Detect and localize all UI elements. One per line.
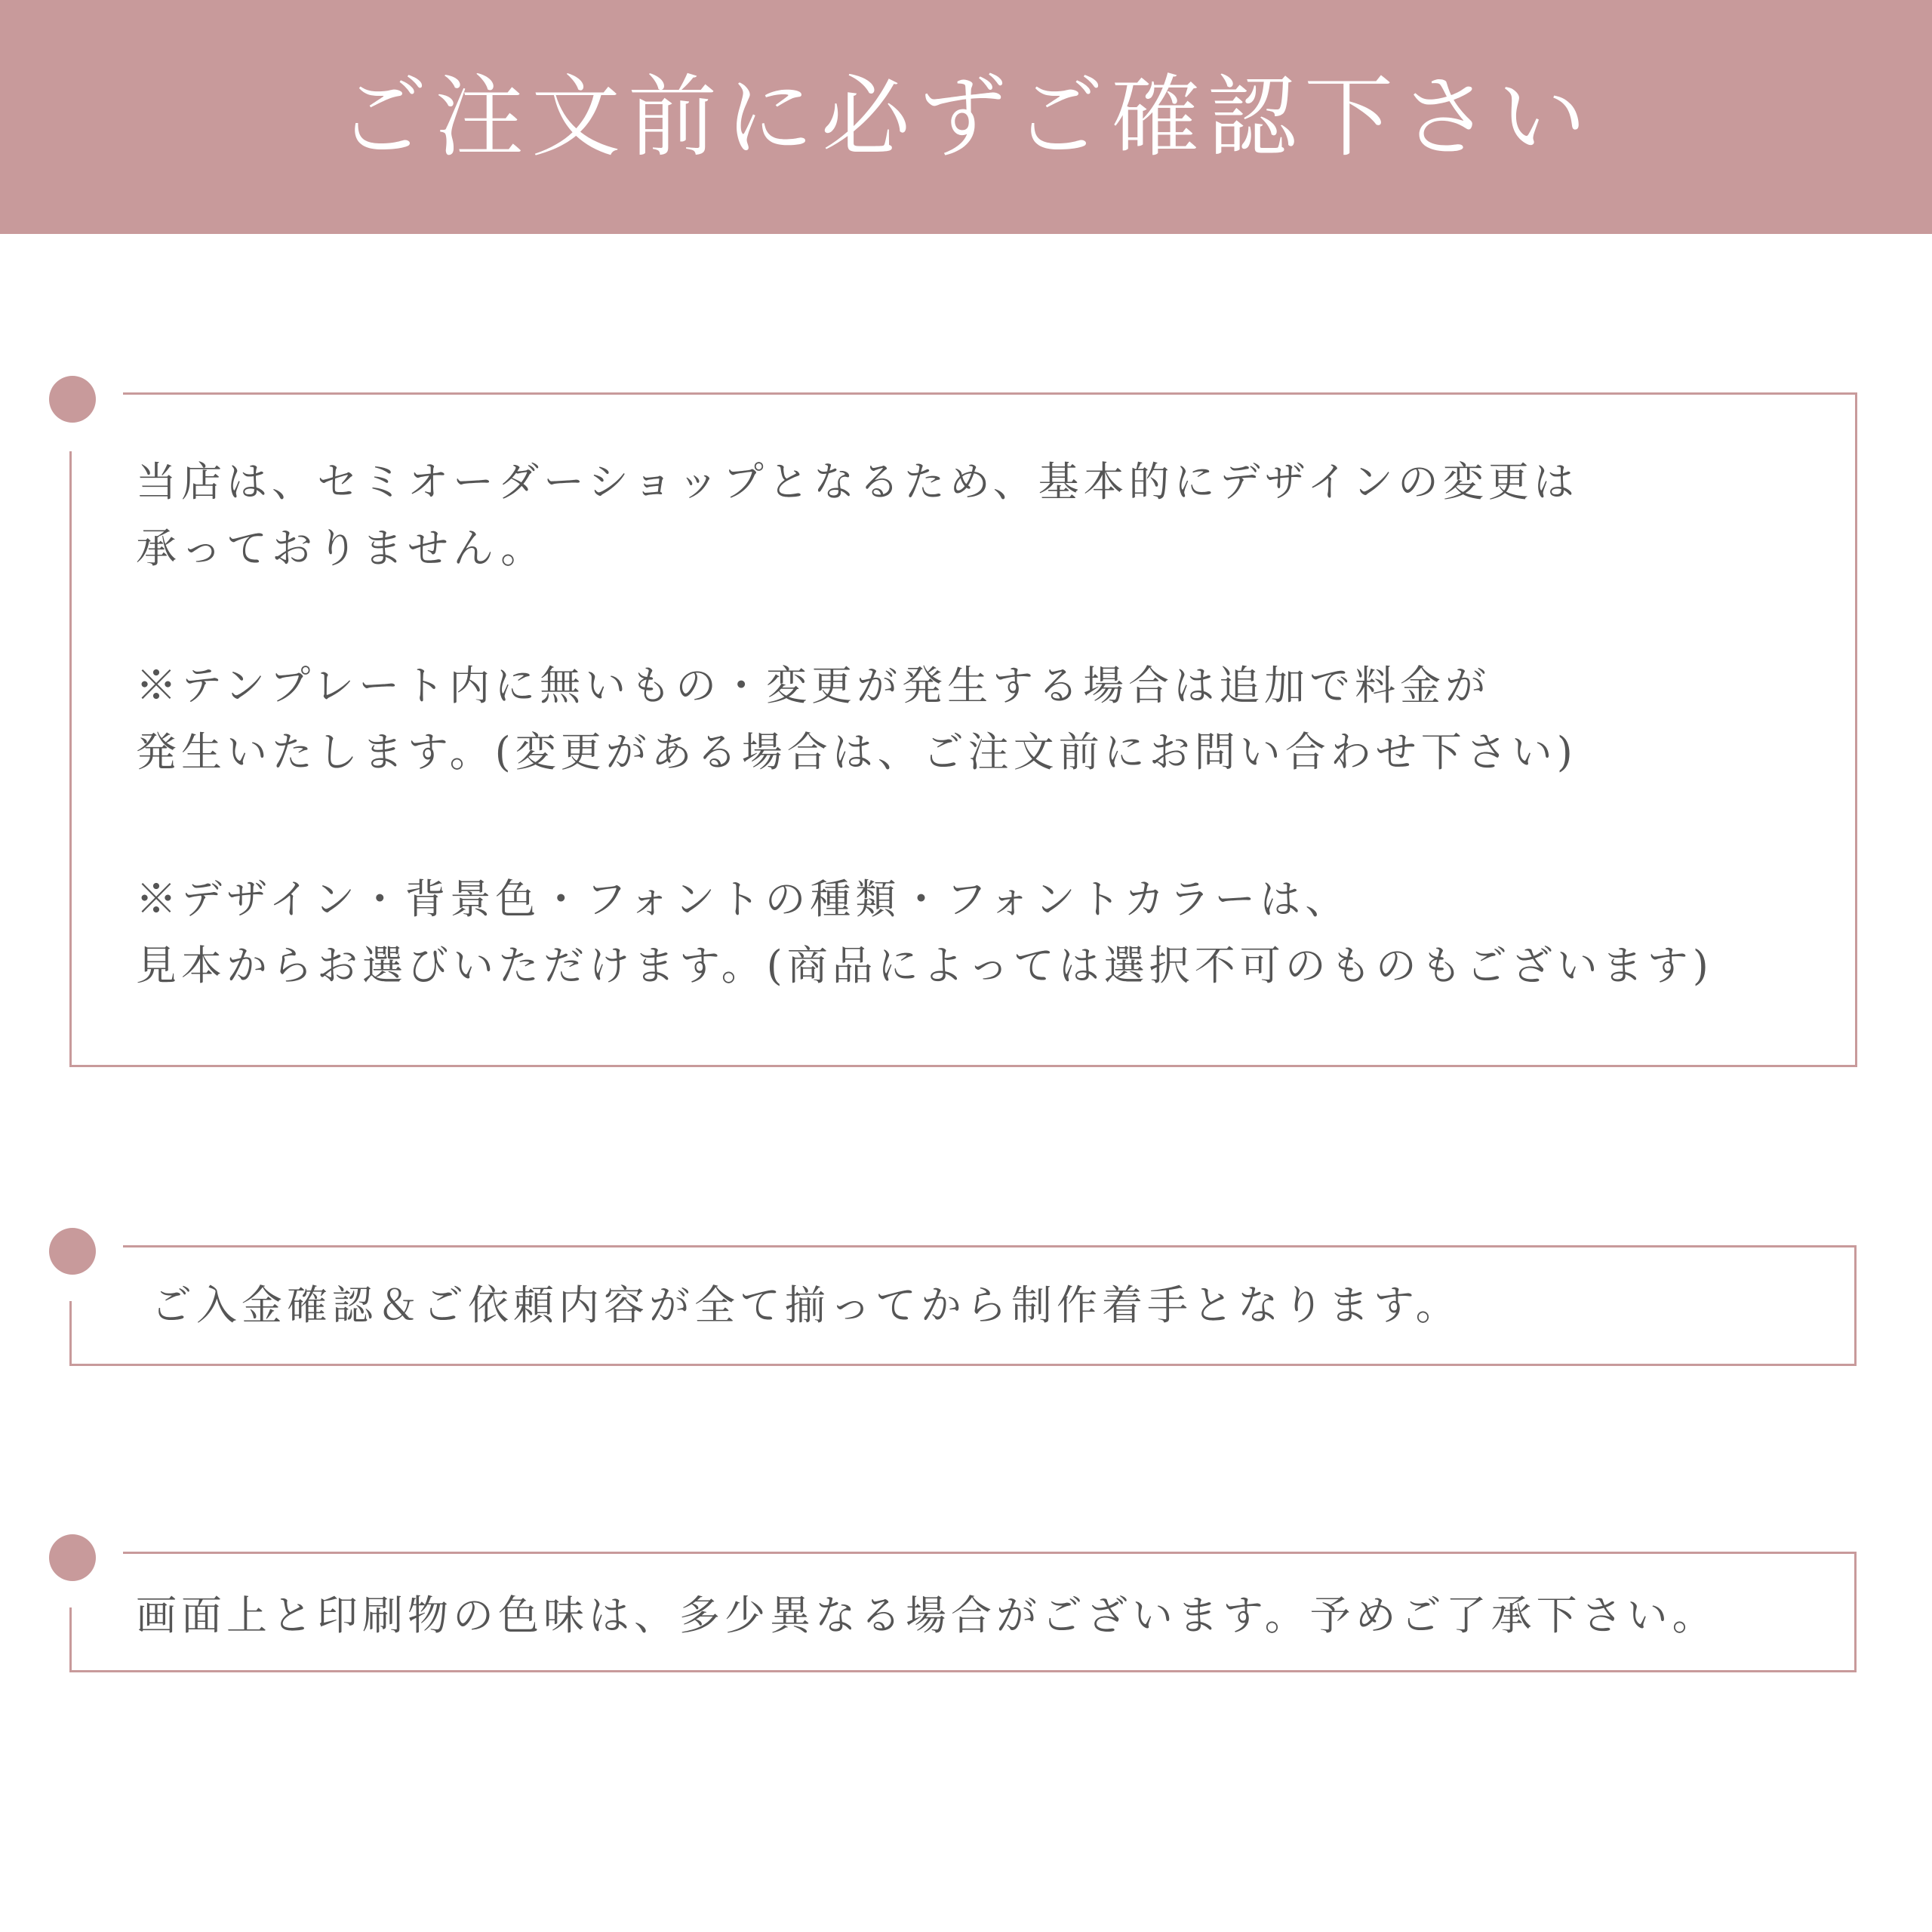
notice-text-line: ※デザイン・背景色・フォントの種類・フォントカラーは、 [136, 875, 1351, 923]
frame-right-border [1854, 1552, 1857, 1672]
frame-bottom-border [69, 1364, 1857, 1366]
bullet-dot [49, 376, 96, 423]
notice-text-line: ※テンプレート内に無いもの・変更が発生する場合は追加で料金が [136, 662, 1491, 709]
frame-right-border [1854, 1245, 1857, 1366]
frame-left-border [69, 1301, 72, 1366]
bullet-dot [49, 1228, 96, 1275]
frame-left-border [69, 1607, 72, 1672]
notice-text-line: 承っておりません。 [136, 525, 546, 572]
bullet-dot [49, 1534, 96, 1581]
frame-left-border [69, 451, 72, 1067]
notice-text-line: 当店は、セミオーダーショップとなるため、基本的にデザインの変更は [136, 458, 1579, 506]
frame-bottom-border [69, 1065, 1857, 1067]
notice-paragraph [151, 1272, 1461, 1339]
notice-text-line: ご入金確認＆ご依頼内容が全て揃ってから制作着手となります。 [151, 1281, 1461, 1329]
notice-paragraph [136, 653, 1577, 786]
notice-text-line: 画面上と印刷物の色味は、多少異なる場合がございます。予めご了承下さい。 [136, 1592, 1718, 1639]
header-banner [0, 0, 1932, 234]
notice-text-line: 発生いたします。(変更がある場合は、ご注文前にお問い合わせ下さい) [136, 728, 1577, 776]
notice-paragraph [136, 866, 1713, 999]
page-title: ご注文前に必ずご確認下さい [337, 65, 1594, 169]
notice-paragraph [136, 449, 1579, 582]
notice-text-line: 見本からお選びいただけます。(商品によっては選択不可のものもございます) [136, 942, 1713, 989]
frame-right-border [1855, 392, 1857, 1067]
frame-top-border [123, 1245, 1857, 1247]
frame-top-border [123, 392, 1857, 395]
frame-top-border [123, 1552, 1857, 1554]
frame-bottom-border [69, 1670, 1857, 1672]
notice-paragraph [136, 1583, 1718, 1649]
